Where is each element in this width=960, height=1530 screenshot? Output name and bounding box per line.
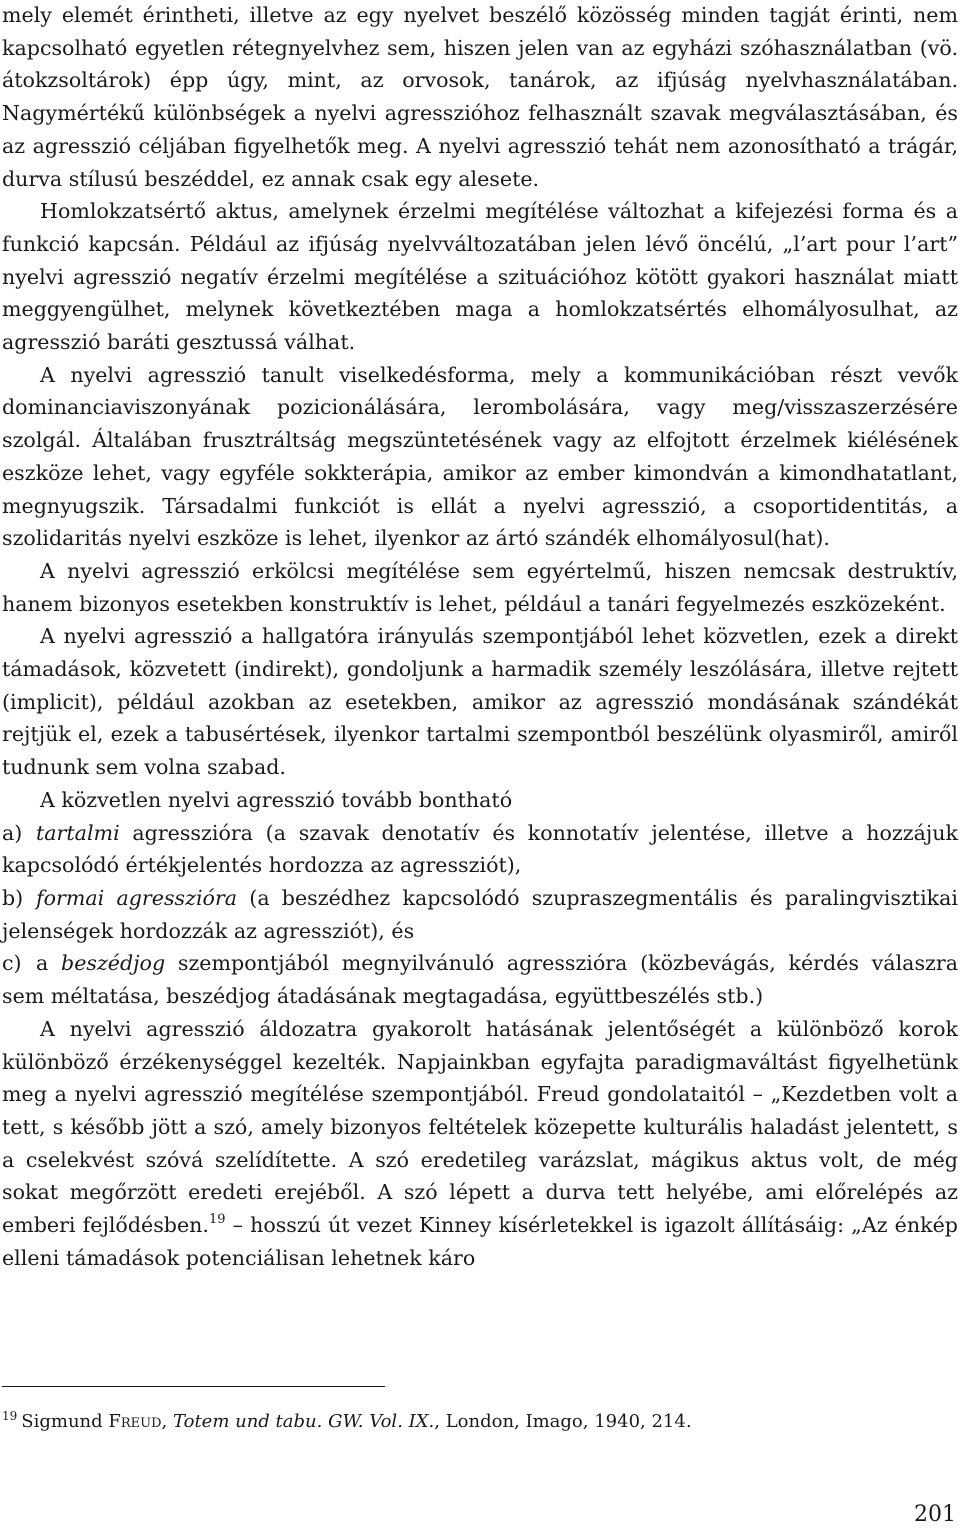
footnote-number: 19 <box>2 1409 18 1423</box>
document-page <box>2 0 958 1274</box>
paragraph-learned-behavior: A nyelvi agresszió tanult viselkedésforma, mely a kommunikációban részt vevők dominanciaviszonyának pozicionálására, lerombolására, vagy meg/visszaszerzésére szolgál. Általában frusztráltság megszüntetésének vagy az elfojtott érzelmek kiélésének eszköze lehet, vagy egyféle sokkterápia, amikor az ember kimondván a kimondhatatlant, megnyugszik. Társadalmi funkciót is ellát a nyelvi agresszió, a csoportidentitás, a szolidaritás nyelvi eszköze is lehet, ilyenkor az ártó szándék elhomályosul(hat). <box>2 362 958 551</box>
list-term: tartalmi <box>36 820 120 845</box>
paragraph-continuation: mely elemét érintheti, illetve az egy nyelvet beszélő közösség minden tagját érinti, nem kapcsolható egyetlen rétegnyelvhez sem, hiszen jelen van az egyházi szóhasználatban (vö. átokzsoltárok) épp úgy, mint, az orvosok, tanárok, az ifjúság nyelvhasználatában. Nagymértékű különbségek a nyelvi agresszióhoz felhasznált szavak megválasztásában, és az agresszió céljában figyelhetők meg. A nyelvi agresszió tehát nem azonosítható a trágár, durva stílusú beszéddel, ez annak csak egy alesete. <box>2 3 958 191</box>
list-term: formai agresszióra <box>36 885 238 910</box>
footnote-author-last: Freud <box>108 1411 162 1432</box>
list-item-c <box>2 947 958 1012</box>
page-number: 201 <box>914 1502 956 1527</box>
footnote <box>2 1403 942 1435</box>
paragraph-direct-indirect: A nyelvi agresszió a hallgatóra irányulás szempontjából lehet közvetlen, ezek a direkt támadások, közvetett (indirekt), gondoljunk a harmadik személy leszólására, illetve rejtett (implicit), például azokban az esetekben, amikor az agresszió mondásának szándékát rejtjük el, ezek a tabusértések, ilyenkor tartalmi szempontból beszélünk olyasmiről, amiről tudnunk sem volna szabad. <box>2 624 958 780</box>
paragraph-list-intro: A közvetlen nyelvi agresszió tovább bontható <box>40 787 513 812</box>
footnote-rule <box>2 1386 385 1387</box>
list-rest: (a beszédhez kapcsolódó szupraszegmentális és paralingvisztikai jelenségek hordozzák az agressziót), és <box>2 885 958 943</box>
list-item-a <box>2 817 958 882</box>
footnote-separator: , <box>161 1411 173 1432</box>
list-term: beszédjog <box>61 951 166 976</box>
list-label: a) <box>2 820 23 845</box>
footnote-reference: 19 <box>208 1212 226 1228</box>
freud-text-start: A nyelvi agresszió áldozatra gyakorolt hatásának jelentőségét a különböző korok különböző érzékenységgel kezelték. Napjainkban egyfajta paradigmaváltást figyelhetünk meg a nyelvi agresszió megítélése szempontjából. Freud gondolataitól – „Kezdetben volt a tett, s később jött a szó, amely bizonyos feltételek közepette kulturális haladást jelentett, s a cselekvést szóvá szelídítette. A szó eredetileg varázslat, mágikus aktus volt, de még sokat megőrzött eredeti erejéből. A szó lépett a durva tett helyébe, ami előrelépés az emberi fejlődésben. <box>2 1016 958 1238</box>
body-text <box>2 0 958 1274</box>
list-label: b) <box>2 885 24 910</box>
list-rest: szempontjából megnyilvánuló agresszióra (közbevágás, kérdés válaszra sem méltatása, beszédjog átadásának megtagadása, együttbeszélés stb.) <box>2 951 958 1009</box>
footnote-author-first: Sigmund <box>21 1411 109 1432</box>
list-prefix: a <box>36 951 62 976</box>
paragraph-freud <box>2 1013 958 1275</box>
list-label: c) <box>2 951 22 976</box>
list-rest: agresszióra (a szavak denotatív és konnotatív jelentése, illetve a hozzájuk kapcsolódó értékjelentés hordozza az agressziót), <box>2 820 958 878</box>
paragraph-face-threatening-act: Homlokzatsértő aktus, amelynek érzelmi megítélése változhat a kifejezési forma és a funkció kapcsán. Például az ifjúság nyelvváltozatában jelen lévő öncélú, „l’art pour l’art” nyelvi agresszió negatív érzelmi megítélése a szituációhoz kötött gyakori használat miatt meggyengülhet, melynek következtében maga a homlokzatsértés elhomályosulhat, az agresszió baráti gesztussá válhat. <box>2 199 958 355</box>
footnote-publication: , London, Imago, 1940, 214. <box>434 1411 692 1432</box>
footnote-title: Totem und tabu. GW. Vol. IX. <box>173 1411 435 1432</box>
paragraph-moral-judgement: A nyelvi agresszió erkölcsi megítélése sem egyértelmű, hiszen nemcsak destruktív, hanem bizonyos esetekben konstruktív is lehet, például a tanári fegyelmezés eszközeként. <box>2 558 958 616</box>
list-item-b <box>2 882 958 947</box>
freud-text-end: – hosszú út vezet Kinney kísérletekkel is igazolt állításáig: „Az énkép elleni támadások potenciálisan lehetnek káro <box>2 1213 958 1270</box>
